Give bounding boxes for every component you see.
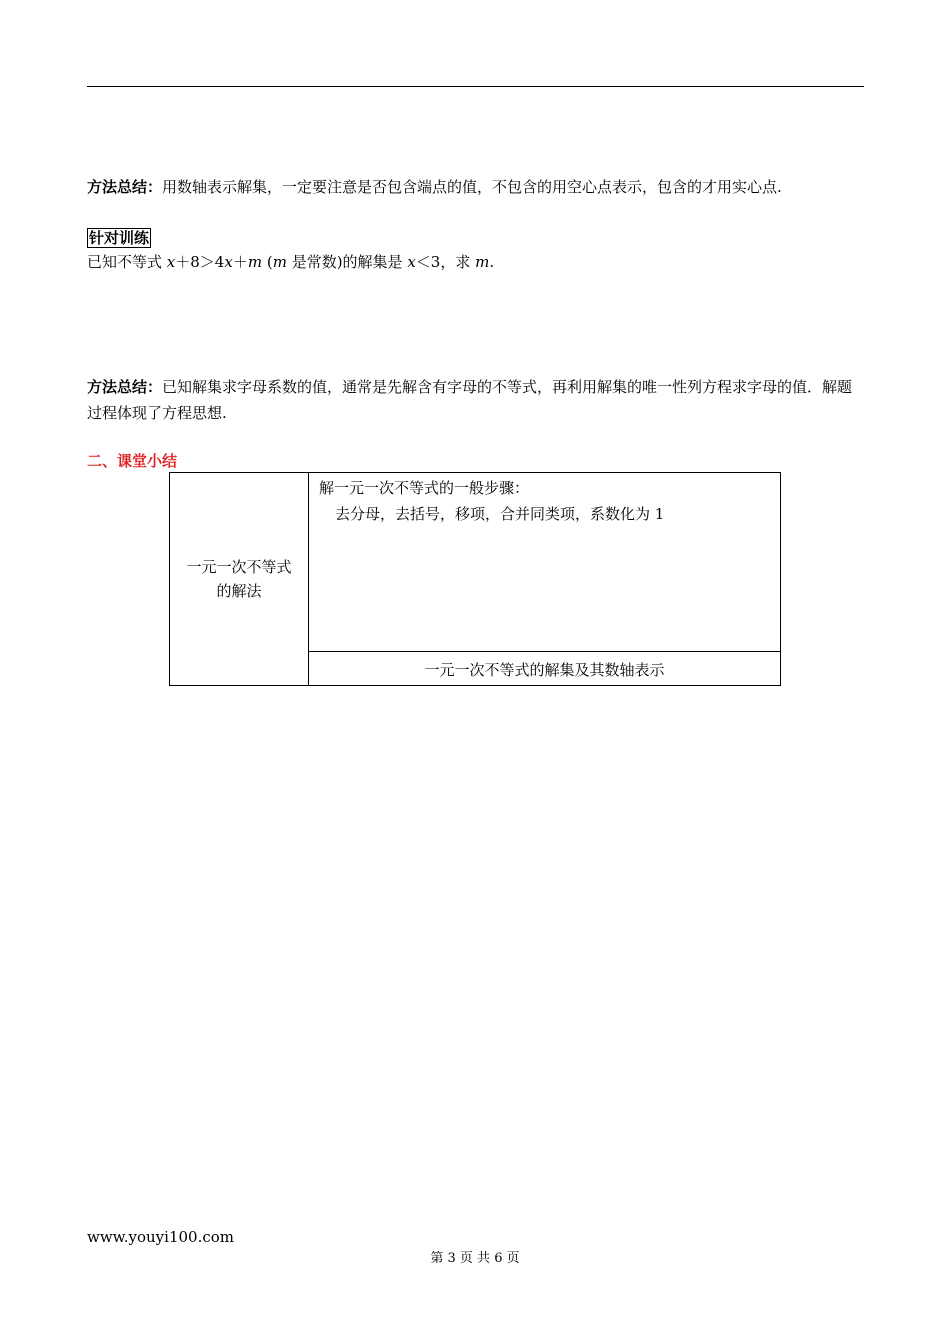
question-text: . — [489, 253, 495, 271]
var-x: x — [407, 253, 416, 271]
section-heading: 二、课堂小结 — [87, 452, 178, 470]
steps-title: 解一元一次不等式的一般步骤： — [319, 479, 530, 497]
var-m: m — [247, 253, 263, 271]
method-summary-text: 用数轴表示解集，一定要注意是否包含端点的值，不包含的用空心点表示，包含的才用实心点. — [162, 178, 782, 196]
summary-topic-cell — [170, 473, 309, 685]
summary-solution-cell — [309, 653, 780, 685]
method-summary-text: 已知解集求字母系数的值，通常是先解含有字母的不等式，再利用解集的唯一性列方程求字母的值．解题过程体现了方程思想. — [87, 378, 853, 422]
var-x: x — [166, 253, 176, 271]
training-question — [87, 249, 867, 275]
summary-table — [169, 472, 781, 686]
question-text: 已知不等式 — [87, 253, 167, 271]
question-text: 是常数)的解集是 — [286, 253, 408, 271]
method-summary-1 — [87, 174, 867, 200]
method-summary-2 — [87, 374, 867, 426]
method-summary-label: 方法总结： — [87, 178, 163, 196]
var-m: m — [272, 253, 287, 271]
var-x: x — [224, 253, 233, 271]
question-text: ＋ — [232, 253, 248, 271]
steps-list: 去分母，去括号，移项，合并同类项，系数化为 1 — [335, 505, 665, 523]
header-rule — [87, 86, 864, 87]
question-text: ＜3，求 — [415, 253, 476, 271]
page-number: 第 3 页 共 6 页 — [430, 1251, 520, 1266]
var-m: m — [475, 253, 490, 271]
summary-steps-cell — [309, 473, 780, 652]
question-text: ( — [262, 253, 273, 271]
training-title-line — [87, 225, 867, 251]
question-text: ＋8＞4 — [175, 253, 225, 271]
footer-url: www.youyi100.com — [87, 1228, 234, 1246]
training-title: 针对训练 — [89, 229, 150, 247]
topic-line-2: 的解法 — [216, 582, 262, 600]
solution-set-text: 一元一次不等式的解集及其数轴表示 — [424, 660, 665, 679]
method-summary-label: 方法总结： — [87, 378, 163, 396]
topic-line-1: 一元一次不等式 — [186, 558, 292, 576]
